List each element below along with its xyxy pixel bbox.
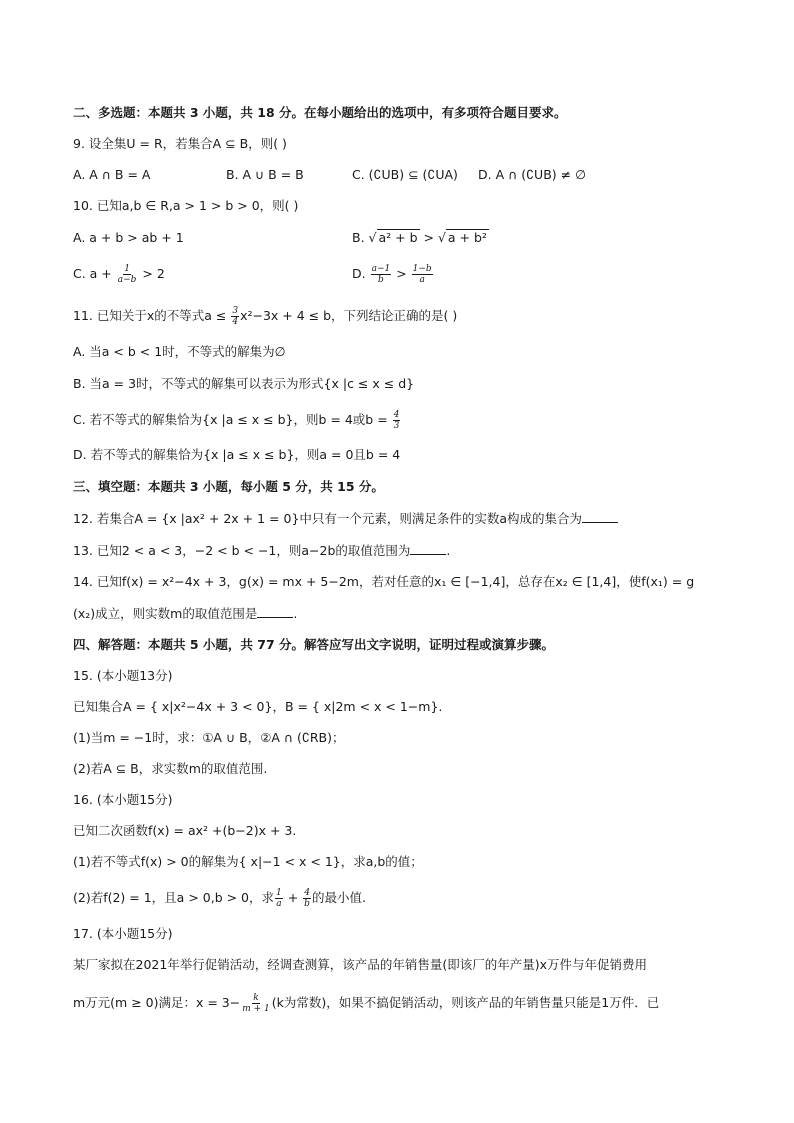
- fraction-2: [303, 888, 311, 909]
- numerator: 1−b: [412, 264, 432, 274]
- question-9-option-a: A. A ∩ B = A: [73, 167, 151, 182]
- question-10-option-a: A. a + b > ab + 1: [73, 230, 184, 245]
- question-12: [73, 510, 618, 528]
- question-9-option-b: B. A ∪ B = B: [226, 167, 304, 182]
- denominator: 4: [232, 317, 239, 327]
- option-c-prefix: C. a +: [73, 266, 116, 281]
- question-16-given: 已知二次函数f(x) = ax² +(b−2)x + 3.: [73, 823, 297, 838]
- fraction: [393, 410, 401, 431]
- section-header-multiple-choice: 二、多选题：本题共 3 小题，共 18 分。在每小题给出的选项中，有多项符合题目要求。: [73, 105, 567, 120]
- question-14-line-1: 14. 已知f(x) = x²−4x + 3，g(x) = mx + 5−2m，若对任意的x₁ ∈ [−1,4]，总存在x₂ ∈ [1,4]，使f(x₁) = g: [73, 574, 695, 589]
- question-9-option-c: C. (∁UB) ⊆ (∁UA): [352, 167, 458, 182]
- question-12-text: 12. 若集合A = {x |ax² + 2x + 1 = 0}中只有一个元素，则满足条件的实数a构成的集合为: [73, 511, 583, 526]
- sqrt-symbol-2: √: [437, 230, 446, 245]
- question-15-title: 15. (本小题13分): [73, 668, 173, 683]
- answer-blank: [257, 605, 293, 618]
- question-10-option-b: [352, 229, 489, 247]
- stem-suffix: x²−3x + 4 ≤ b，下列结论正确的是( ): [240, 308, 458, 323]
- fraction: [241, 993, 271, 1014]
- option-c-suffix: > 2: [138, 266, 165, 281]
- line-2-prefix: m万元(m ≥ 0)满足：x = 3−: [73, 995, 241, 1010]
- question-16-part-1: (1)若不等式f(x) > 0的解集为{ x|−1 < x < 1}，求a,b的值；: [73, 854, 423, 869]
- denominator: m + 1: [242, 1004, 270, 1014]
- fraction: [117, 264, 138, 285]
- question-14-text: (x₂)成立，则实数m的取值范围是: [73, 606, 258, 621]
- question-9-option-d: D. A ∩ (∁UB) ≠ ∅: [478, 167, 586, 182]
- part-2-prefix: (2)若f(2) = 1，且a > 0,b > 0，求: [73, 890, 275, 905]
- question-15-part-2: (2)若A ⊆ B，求实数m的取值范围.: [73, 761, 268, 776]
- numerator: a−1: [371, 264, 391, 274]
- fraction-1: [371, 264, 392, 285]
- question-17-line-2: [73, 993, 659, 1014]
- numerator: 4: [393, 410, 400, 420]
- period: .: [293, 606, 298, 621]
- question-11-option-b: B. 当a = 3时，不等式的解集可以表示为形式{x |c ≤ x ≤ d}: [73, 376, 415, 391]
- numerator: 1: [276, 888, 282, 898]
- option-c-prefix: C. 若不等式的解集恰为{x |a ≤ x ≤ b}，则b = 4或b =: [73, 412, 392, 427]
- section-header-fill-in: 三、填空题：本题共 3 小题，每小题 5 分，共 15 分。: [73, 479, 384, 494]
- fraction-1: [275, 888, 283, 909]
- answer-blank: [582, 510, 618, 523]
- question-14-line-2: [73, 605, 297, 623]
- plus: +: [283, 890, 303, 905]
- question-10-option-c: [73, 264, 165, 285]
- denominator: b: [378, 275, 384, 285]
- line-2-suffix: (k为常数)，如果不搞促销活动，则该产品的年销售量只能是1万件．已: [271, 995, 660, 1010]
- period: .: [446, 543, 451, 558]
- question-11-option-d: D. 若不等式的解集恰为{x |a ≤ x ≤ b}，则a = 0且b = 4: [73, 447, 401, 462]
- sqrt-radicand-1: a² + b: [378, 230, 418, 245]
- stem-prefix: 11. 已知关于x的不等式a ≤: [73, 308, 231, 323]
- question-17-title: 17. (本小题15分): [73, 926, 173, 941]
- sqrt-radicand-2: a + b²: [447, 230, 487, 245]
- numerator: k: [253, 993, 259, 1003]
- greater-than: >: [419, 230, 438, 245]
- question-13: [73, 542, 450, 560]
- question-10-stem: 10. 已知a,b ∈ R,a > 1 > b > 0，则( ): [73, 198, 299, 213]
- answer-blank: [410, 542, 446, 555]
- denominator: 3: [393, 421, 400, 431]
- denominator: a: [276, 899, 282, 909]
- question-15-given: 已知集合A = { x|x²−4x + 3 < 0}，B = { x|2m < x < 1−m}.: [73, 699, 443, 714]
- question-11-option-a: A. 当a < b < 1时，不等式的解集为∅: [73, 344, 286, 359]
- part-2-suffix: 的最小值.: [311, 890, 366, 905]
- question-11-stem: [73, 306, 457, 327]
- numerator: 3: [232, 306, 239, 316]
- question-9-stem: 9. 设全集U = R，若集合A ⊆ B，则( ): [73, 136, 287, 151]
- denominator: b: [304, 899, 310, 909]
- question-17-line-1: 某厂家拟在2021年举行促销活动，经调查测算，该产品的年销售量(即该厂的年产量)x万件与年促销费用: [73, 957, 647, 972]
- greater-than: >: [392, 266, 411, 281]
- denominator: a−b: [117, 275, 137, 285]
- question-16-title: 16. (本小题15分): [73, 792, 173, 807]
- numerator: 1: [124, 264, 130, 274]
- section-header-free-response: 四、解答题：本题共 5 小题，共 77 分。解答应写出文字说明，证明过程或演算步骤。: [73, 637, 555, 652]
- question-13-text: 13. 已知2 < a < 3，−2 < b < −1，则a−2b的取值范围为: [73, 543, 411, 558]
- fraction: [231, 306, 239, 327]
- option-b-label: B.: [352, 230, 369, 245]
- question-15-part-1: (1)当m = −1时，求：①A ∪ B，②A ∩ (∁RB)；: [73, 730, 345, 745]
- fraction-2: [412, 264, 433, 285]
- question-10-option-d: [352, 264, 434, 285]
- question-16-part-2: [73, 888, 366, 909]
- question-11-option-c: [73, 410, 401, 431]
- option-d-prefix: D.: [352, 266, 370, 281]
- sqrt-symbol-1: √: [368, 230, 377, 245]
- numerator: 4: [304, 888, 310, 898]
- denominator: a: [419, 275, 425, 285]
